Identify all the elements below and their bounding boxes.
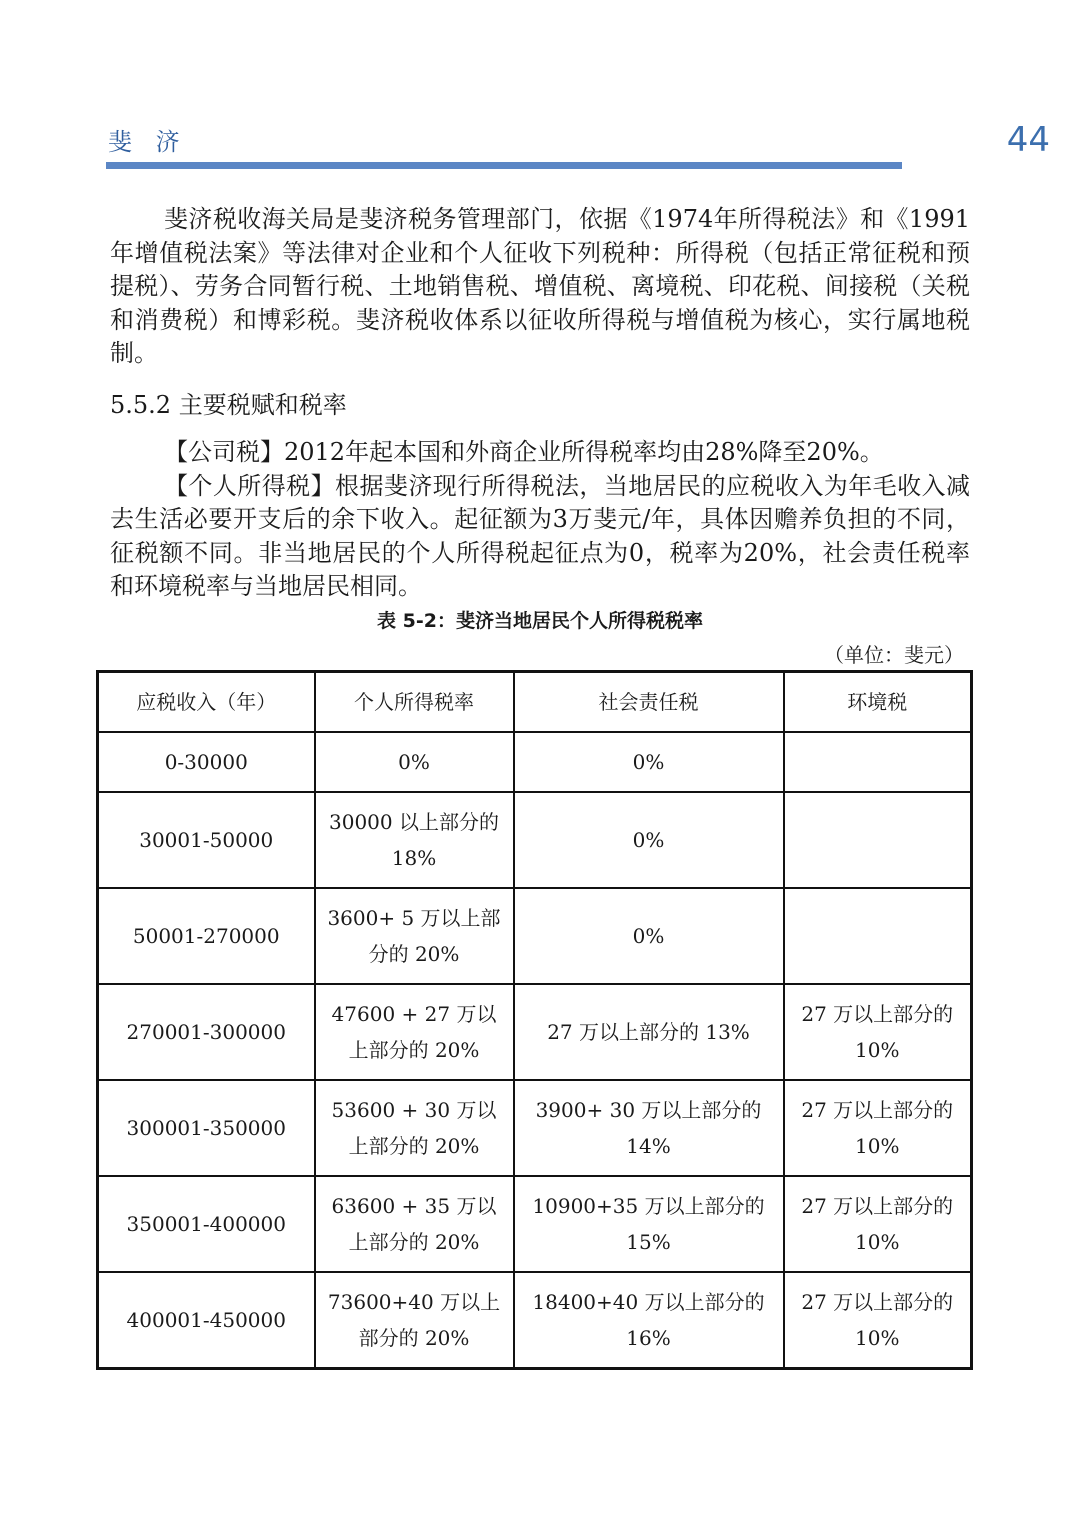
header-taxable-income: 应税收入（年） — [98, 672, 315, 733]
table-row — [98, 888, 972, 984]
cell-environment-tax — [784, 732, 972, 792]
page-number: 44 — [1006, 120, 1050, 160]
cell-income-tax: 73600+40 万以上部分的 20% — [315, 1272, 514, 1369]
cell-income: 30001-50000 — [98, 792, 315, 888]
table-row — [98, 732, 972, 792]
cell-income-tax: 0% — [315, 732, 514, 792]
cell-environment-tax: 27 万以上部分的 10% — [784, 1272, 972, 1369]
personal-tax-paragraph: 【个人所得税】根据斐济现行所得税法，当地居民的应税收入为年毛收入减去生活必要开支后的余下收入。起征额为3万斐元/年，具体因赡养负担的不同，征税额不同。非当地居民的个人所得税起征点为0，税率为20%，社会责任税率和环境税率与当地居民相同。 — [110, 471, 970, 600]
cell-social-tax: 3900+ 30 万以上部分的 14% — [514, 1080, 784, 1176]
section-title: 5.5.2 主要税赋和税率 — [110, 391, 347, 419]
cell-income: 350001-400000 — [98, 1176, 315, 1272]
table-caption: 表 5-2：斐济当地居民个人所得税税率 — [377, 610, 703, 632]
cell-income-tax: 3600+ 5 万以上部分的 20% — [315, 888, 514, 984]
cell-social-tax: 27 万以上部分的 13% — [514, 984, 784, 1080]
cell-income-tax: 63600 + 35 万以上部分的 20% — [315, 1176, 514, 1272]
table-row — [98, 1176, 972, 1272]
cell-environment-tax: 27 万以上部分的 10% — [784, 1080, 972, 1176]
cell-income-tax: 53600 + 30 万以上部分的 20% — [315, 1080, 514, 1176]
header-social-responsibility-tax: 社会责任税 — [514, 672, 784, 733]
cell-environment-tax — [784, 792, 972, 888]
tax-rate-table — [96, 670, 973, 1370]
cell-social-tax: 0% — [514, 888, 784, 984]
table-row — [98, 984, 972, 1080]
running-header-title: 斐 济 — [108, 128, 188, 156]
cell-social-tax: 0% — [514, 792, 784, 888]
cell-environment-tax — [784, 888, 972, 984]
header-environment-tax: 环境税 — [784, 672, 972, 733]
cell-social-tax: 18400+40 万以上部分的 16% — [514, 1272, 784, 1369]
corporate-tax-paragraph: 【公司税】2012年起本国和外商企业所得税率均由28%降至20%。 — [164, 438, 884, 466]
cell-income-tax: 47600 + 27 万以上部分的 20% — [315, 984, 514, 1080]
table-row — [98, 792, 972, 888]
table-unit: （单位：斐元） — [824, 643, 964, 667]
cell-income: 400001-450000 — [98, 1272, 315, 1369]
cell-environment-tax: 27 万以上部分的 10% — [784, 1176, 972, 1272]
intro-block — [110, 203, 970, 371]
cell-social-tax: 0% — [514, 732, 784, 792]
cell-income: 50001-270000 — [98, 888, 315, 984]
cell-income: 300001-350000 — [98, 1080, 315, 1176]
header-income-tax-rate: 个人所得税率 — [315, 672, 514, 733]
header-rule — [106, 162, 902, 169]
cell-environment-tax: 27 万以上部分的 10% — [784, 984, 972, 1080]
table-row — [98, 1272, 972, 1369]
cell-income: 270001-300000 — [98, 984, 315, 1080]
intro-paragraph: 斐济税收海关局是斐济税务管理部门，依据《1974年所得税法》和《1991年增值税法案》等法律对企业和个人征收下列税种：所得税（包括正常征税和预提税）、劳务合同暂行税、土地销售税、增值税、离境税、印花税、间接税（关税和消费税）和博彩税。斐济税收体系以征收所得税与增值税为核心，实行属地税制。 — [110, 205, 970, 367]
table-header-row — [98, 672, 972, 733]
cell-income-tax: 30000 以上部分的 18% — [315, 792, 514, 888]
cell-social-tax: 10900+35 万以上部分的 15% — [514, 1176, 784, 1272]
table-row — [98, 1080, 972, 1176]
tax-description-block — [110, 436, 970, 604]
cell-income: 0-30000 — [98, 732, 315, 792]
